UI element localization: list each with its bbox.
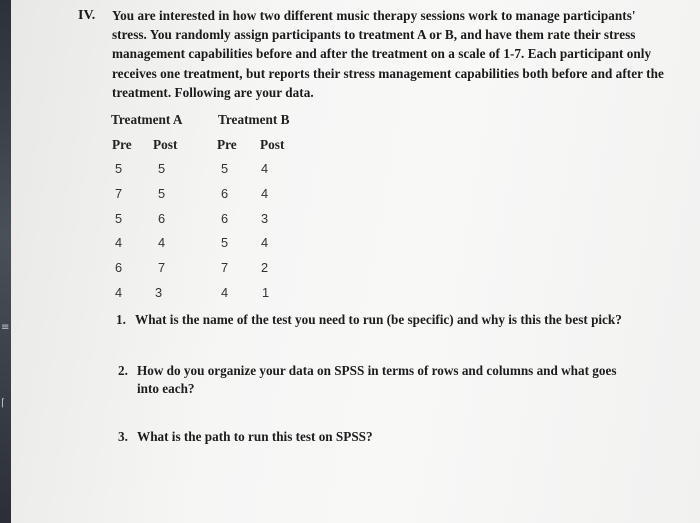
table-cell: 6 <box>221 186 229 201</box>
question-1 <box>116 311 676 329</box>
table-cell: 4 <box>221 285 229 300</box>
question-3 <box>118 428 518 446</box>
table-cell: 5 <box>221 161 229 176</box>
table-cell: 7 <box>221 260 229 275</box>
table-cell: 5 <box>221 235 229 250</box>
table-cell: 3 <box>261 211 269 226</box>
table-cell: 6 <box>221 211 229 226</box>
table-cell: 4 <box>115 285 123 300</box>
question-number: 3. <box>118 429 128 444</box>
table-cell: 5 <box>158 186 166 201</box>
table-cell: 7 <box>158 260 166 275</box>
col-b-pre: Pre <box>217 137 237 152</box>
table-cell: 4 <box>261 235 269 250</box>
table-cell: 5 <box>115 211 123 226</box>
edge-glyph-icon: ≡ <box>1 322 10 333</box>
problem-statement <box>78 6 668 102</box>
treatment-a-header: Treatment A <box>111 112 183 127</box>
table-cell: 5 <box>115 161 123 176</box>
paper-page <box>11 0 700 523</box>
table-cell: 5 <box>158 161 166 176</box>
table-cell: 6 <box>158 211 166 226</box>
col-b-post: Post <box>260 137 285 152</box>
question-2 <box>118 362 638 398</box>
edge-glyph-icon: ⌈ <box>1 398 5 409</box>
problem-text: You are interested in how two different music therapy sessions work to manage participants' stress. You randomly assign participants to treatment A or B, and have them rate their stress management capabilities before and after the treatment on a scale of 1-7. Each participant only receives one treatment, but reports their stress management capabilities both before and after the treatment. Following are your data. <box>112 8 664 100</box>
question-text: How do you organize your data on SPSS in terms of rows and columns and what goes <box>137 363 617 378</box>
table-cell: 3 <box>155 285 163 300</box>
table-cell: 1 <box>262 285 270 300</box>
table-cell: 4 <box>115 235 123 250</box>
table-cell: 4 <box>261 161 269 176</box>
table-cell: 4 <box>261 186 269 201</box>
table-cell: 7 <box>115 186 123 201</box>
table-cell: 6 <box>115 260 123 275</box>
problem-number: IV. <box>78 8 96 23</box>
question-text: What is the path to run this test on SPSS? <box>137 429 373 444</box>
question-number: 2. <box>118 363 128 378</box>
background-edge <box>0 0 11 523</box>
col-a-post: Post <box>153 137 178 152</box>
treatment-b-header: Treatment B <box>218 112 290 127</box>
question-text: What is the name of the test you need to run (be specific) and why is this the best pick? <box>135 312 622 327</box>
question-text-continued: into each? <box>137 381 195 396</box>
table-cell: 2 <box>261 260 269 275</box>
question-number: 1. <box>116 312 126 327</box>
col-a-pre: Pre <box>112 137 132 152</box>
table-cell: 4 <box>158 235 166 250</box>
